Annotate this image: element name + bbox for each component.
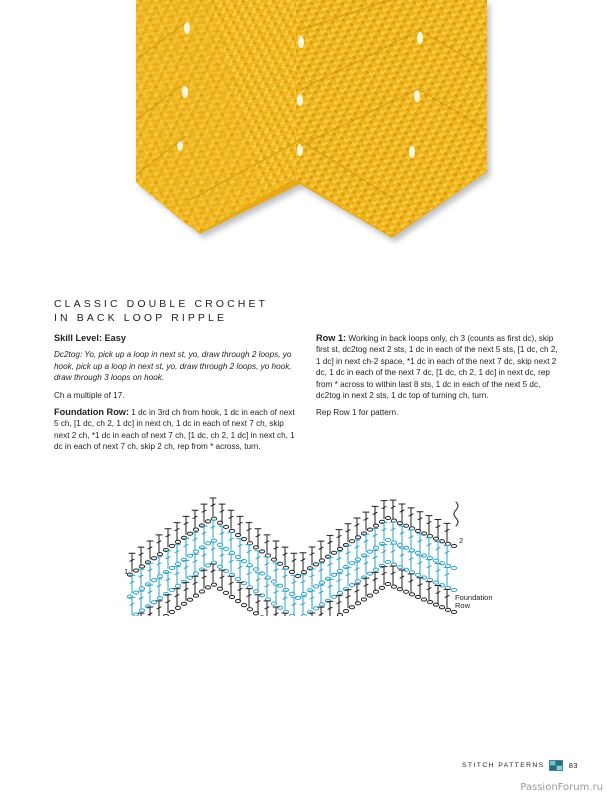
- dc-stitch-symbol: [309, 547, 315, 565]
- chain-symbol: [271, 602, 276, 605]
- dc-stitch-symbol: [417, 556, 423, 574]
- dc-stitch-symbol: [246, 589, 252, 607]
- dc-stitch-symbol: [408, 574, 414, 592]
- dc-stitch-symbol: [327, 557, 333, 575]
- chain-symbol: [139, 565, 144, 568]
- dc-stitch-symbol: [435, 586, 441, 604]
- chain-symbol: [319, 559, 324, 562]
- chain-symbol: [319, 581, 324, 584]
- chain-symbol: [223, 591, 228, 594]
- dc-stitch-symbol: [444, 589, 450, 607]
- dc-stitch-symbol: [426, 538, 432, 556]
- dc-stitch-symbol: [417, 534, 423, 552]
- dc-stitch-symbol: [363, 512, 369, 530]
- dc-stitch-symbol: [336, 596, 342, 614]
- dc-stitch-symbol: [372, 572, 378, 590]
- chain-symbol: [217, 521, 222, 524]
- chain-symbol: [361, 598, 366, 601]
- foundation-chart-label-line-2: Row: [455, 601, 471, 610]
- dc-stitch-symbol: [165, 551, 171, 569]
- chain-symbol: [451, 588, 456, 591]
- chain-symbol: [427, 600, 432, 603]
- dc-stitch-symbol: [129, 575, 135, 593]
- row-1-instructions: [316, 333, 562, 401]
- dc-stitch-symbol: [444, 523, 450, 541]
- chain-symbol: [199, 590, 204, 593]
- dc-stitch-symbol: [345, 524, 351, 542]
- chain-symbol: [157, 575, 162, 578]
- chain-symbol: [187, 598, 192, 601]
- dc-stitch-symbol: [228, 554, 234, 572]
- chain-symbol: [175, 540, 180, 543]
- stitch-patterns-logo-icon: [549, 760, 563, 771]
- dc-stitch-symbol: [417, 578, 423, 596]
- chain-symbol: [337, 591, 342, 594]
- chain-symbol: [451, 566, 456, 569]
- dc-stitch-symbol: [390, 544, 396, 562]
- dc-stitch-symbol: [318, 541, 324, 559]
- dc-stitch-symbol: [417, 512, 423, 530]
- dc-stitch-symbol: [309, 613, 315, 616]
- dc-stitch-symbol: [435, 520, 441, 538]
- dc-stitch-symbol: [219, 526, 225, 544]
- dc-stitch-symbol: [291, 597, 297, 615]
- dc-stitch-symbol: [318, 585, 324, 603]
- dc-stitch-symbol: [183, 538, 189, 556]
- dc-stitch-symbol: [210, 520, 216, 538]
- dc-stitch-symbol: [273, 563, 279, 581]
- pattern-title-line-2: IN BACK LOOP RIPPLE: [54, 312, 228, 324]
- dc-stitch-symbol: [435, 542, 441, 560]
- chain-symbol: [289, 614, 294, 616]
- dc-stitch-symbol: [282, 547, 288, 565]
- dc-stitch-symbol: [210, 564, 216, 582]
- chain-symbol: [241, 604, 246, 607]
- chain-symbol: [433, 559, 438, 562]
- chain-symbol: [385, 560, 390, 563]
- row-2-label: 2: [459, 536, 464, 545]
- watermark: PassionForum.ru: [520, 782, 603, 793]
- foundation-row-text: 1 dc in 3rd ch from hook, 1 dc in each of next 5 ch, [1 dc, ch 2, 1 dc] in next ch, 1 dc in each of next 7 ch, skip next 2 ch, *1 dc in each of next 7 ch, [1 dc, ch 2, 1 dc] in next ch, 1 dc in each of next 7 ch, skip 2 ch, rep from * across, turn.: [54, 408, 295, 452]
- dc-stitch-symbol: [156, 579, 162, 597]
- chain-symbol: [433, 603, 438, 606]
- chain-symbol: [271, 558, 276, 561]
- chain-symbol: [343, 609, 348, 612]
- dc-stitch-symbol: [372, 506, 378, 524]
- dc-stitch-symbol: [426, 560, 432, 578]
- pattern-title: [54, 297, 314, 325]
- dc-stitch-symbol: [237, 538, 243, 556]
- dc2tog-definition: Dc2tog: Yo, pick up a loop in next st, yo, draw through 2 loops, yo hook, pick up a loop in next st, yo, draw through 2 loops, yo hook, draw through 3 loops on hook.: [54, 350, 292, 383]
- dc-stitch-symbol: [309, 591, 315, 609]
- dc-stitch-symbol: [336, 530, 342, 548]
- dc-stitch-symbol: [201, 504, 207, 522]
- foundation-row-chart-label: [455, 594, 493, 610]
- dc-stitch-symbol: [408, 552, 414, 570]
- dc-stitch-symbol: [174, 567, 180, 585]
- dc-stitch-symbol: [138, 591, 144, 609]
- chain-symbol: [169, 610, 174, 613]
- chain-symbol: [253, 568, 258, 571]
- instructions-right-column: [316, 333, 562, 425]
- dc-stitch-symbol: [408, 530, 414, 548]
- dc-stitch-symbol: [354, 518, 360, 536]
- dc-stitch-symbol: [246, 523, 252, 541]
- dc-stitch-symbol: [300, 553, 306, 571]
- dc-stitch-symbol: [300, 597, 306, 615]
- dc-stitch-symbol: [183, 516, 189, 534]
- dc-stitch-symbol: [372, 550, 378, 568]
- foundation-row-instructions: [54, 407, 296, 453]
- dc-stitch-symbol: [399, 526, 405, 544]
- footer-section-title: STITCH PATTERNS: [462, 762, 545, 769]
- chain-symbol: [355, 536, 360, 539]
- dc-stitch-symbol: [300, 575, 306, 593]
- chain-symbol: [181, 602, 186, 605]
- chain-symbol: [253, 612, 258, 615]
- dc-stitch-symbol: [264, 579, 270, 597]
- chain-symbol: [337, 569, 342, 572]
- dc-stitch-symbol: [246, 545, 252, 563]
- dc-stitch-symbol: [165, 573, 171, 591]
- chain-symbol: [247, 608, 252, 611]
- chain-symbol: [211, 583, 216, 586]
- dc-stitch-symbol: [399, 548, 405, 566]
- dc-stitch-symbol: [156, 535, 162, 553]
- dc-stitch-symbol: [147, 541, 153, 559]
- dc-stitch-symbol: [165, 595, 171, 613]
- dc-stitch-symbol: [399, 570, 405, 588]
- chain-symbol: [289, 592, 294, 595]
- dc-stitch-symbol: [372, 528, 378, 546]
- chain-symbol: [355, 580, 360, 583]
- chain-symbol: [415, 595, 420, 598]
- dc-stitch-symbol: [291, 553, 297, 571]
- chain-symbol: [235, 555, 240, 558]
- dc-stitch-symbol: [336, 574, 342, 592]
- chain-symbol: [391, 585, 396, 588]
- chain-symbol: [235, 577, 240, 580]
- swatch-photo: [0, 0, 607, 285]
- dc-stitch-symbol: [228, 576, 234, 594]
- dc-stitch-symbol: [336, 552, 342, 570]
- chain-symbol: [373, 546, 378, 549]
- dc-stitch-symbol: [408, 508, 414, 526]
- dc-stitch-symbol: [147, 585, 153, 603]
- dc-stitch-symbol: [237, 560, 243, 578]
- dc-stitch-symbol: [381, 501, 387, 519]
- dc-stitch-symbol: [354, 540, 360, 558]
- chain-symbol: [451, 610, 456, 613]
- row-1-text: Working in back loops only, ch 3 (counts as first dc), skip first st, dc2tog next 2 sts, 1 dc in each of the next 5 sts, [1 dc, ch 2, 1 dc] in next ch-2 space, *1 dc in each of the next 7 dc, skip next 2 dc, 1 dc in each of the next 7 dc, [1 dc, ch 2, 1 dc] in next dc, rep from * across to within last 8 sts, 1 dc in each of the next 5 dc, dc2tog in next 2 sts, 1 dc top of turning ch, turn.: [316, 334, 558, 401]
- chain-symbol: [415, 529, 420, 532]
- chain-symbol: [397, 566, 402, 569]
- dc-stitch-symbol: [282, 591, 288, 609]
- chain-symbol: [163, 614, 168, 616]
- chain-symbol: [235, 599, 240, 602]
- dc-stitch-symbol: [273, 585, 279, 603]
- dc-stitch-symbol: [156, 557, 162, 575]
- dc-stitch-symbol: [282, 613, 288, 616]
- dc-stitch-symbol: [327, 535, 333, 553]
- dc-stitch-symbol: [381, 545, 387, 563]
- dc-stitch-symbol: [381, 523, 387, 541]
- chain-symbol: [385, 516, 390, 519]
- repeat-instructions: Rep Row 1 for pattern.: [316, 408, 399, 418]
- dc-stitch-symbol: [345, 590, 351, 608]
- dc-stitch-symbol: [354, 584, 360, 602]
- dc-stitch-symbol: [444, 545, 450, 563]
- chain-symbol: [193, 572, 198, 575]
- chain-symbol: [301, 571, 306, 574]
- chain-symbol: [397, 522, 402, 525]
- chain-symbol: [253, 546, 258, 549]
- dc-stitch-symbol: [147, 563, 153, 581]
- chain-symbol: [379, 586, 384, 589]
- chain-symbol: [409, 593, 414, 596]
- dc-stitch-symbol: [246, 567, 252, 585]
- chain-symbol: [433, 581, 438, 584]
- chain-symbol: [403, 590, 408, 593]
- chain-symbol: [229, 595, 234, 598]
- dc-stitch-symbol: [282, 569, 288, 587]
- dc-stitch-symbol: [192, 554, 198, 572]
- dc-stitch-symbol: [399, 504, 405, 522]
- chain-symbol: [139, 587, 144, 590]
- dc-stitch-symbol: [426, 582, 432, 600]
- dc-stitch-symbol: [219, 548, 225, 566]
- dc-stitch-symbol: [345, 568, 351, 586]
- chain-symbol: [157, 597, 162, 600]
- chain-symbol: [301, 615, 306, 616]
- chain-symbol: [205, 586, 210, 589]
- dc-stitch-symbol: [138, 547, 144, 565]
- chain-symbol: [373, 590, 378, 593]
- dc-stitch-symbol: [390, 500, 396, 518]
- chain-symbol: [289, 570, 294, 573]
- dc-stitch-symbol: [273, 541, 279, 559]
- foundation-row-label: Foundation Row:: [54, 407, 130, 418]
- row-1-label-chart: 1: [124, 567, 129, 576]
- dc-stitch-symbol: [219, 504, 225, 522]
- chain-symbol: [355, 602, 360, 605]
- dc-stitch-symbol: [183, 560, 189, 578]
- page-footer: [462, 760, 578, 771]
- instructions-left-column: [54, 333, 296, 459]
- dc-stitch-symbol: [192, 532, 198, 550]
- chain-multiple: Ch a multiple of 17.: [54, 390, 125, 400]
- chain-symbol: [445, 608, 450, 611]
- chain-symbol: [253, 590, 258, 593]
- dc-stitch-symbol: [345, 546, 351, 564]
- dc-stitch-symbol: [255, 595, 261, 613]
- dc-stitch-symbol: [183, 582, 189, 600]
- chain-symbol: [193, 594, 198, 597]
- dc-stitch-symbol: [390, 522, 396, 540]
- dc-stitch-symbol: [444, 567, 450, 585]
- chain-symbol: [355, 558, 360, 561]
- dc-stitch-symbol: [165, 529, 171, 547]
- chain-symbol: [175, 562, 180, 565]
- dc-stitch-symbol: [264, 601, 270, 616]
- dc-stitch-symbol: [192, 576, 198, 594]
- dc-stitch-symbol: [426, 516, 432, 534]
- turning-chain-symbol: [454, 502, 458, 526]
- dc-stitch-symbol: [363, 556, 369, 574]
- chain-symbol: [415, 551, 420, 554]
- dc-stitch-symbol: [255, 529, 261, 547]
- chain-symbol: [175, 606, 180, 609]
- dc-stitch-symbol: [219, 570, 225, 588]
- dc-stitch-symbol: [354, 562, 360, 580]
- chain-symbol: [217, 565, 222, 568]
- dc-stitch-symbol: [201, 548, 207, 566]
- dc-stitch-symbol: [264, 535, 270, 553]
- chain-symbol: [337, 547, 342, 550]
- dc-stitch-symbol: [255, 551, 261, 569]
- dc-stitch-symbol: [129, 553, 135, 571]
- chain-symbol: [439, 606, 444, 609]
- dc-stitch-symbol: [327, 579, 333, 597]
- dc-stitch-symbol: [327, 601, 333, 616]
- dc-stitch-symbol: [318, 563, 324, 581]
- chain-symbol: [217, 587, 222, 590]
- dc-stitch-symbol: [174, 545, 180, 563]
- chain-symbol: [235, 533, 240, 536]
- chain-symbol: [193, 528, 198, 531]
- pattern-title-line-1: CLASSIC DOUBLE CROCHET: [54, 298, 269, 310]
- dc-stitch-symbol: [309, 569, 315, 587]
- dc-stitch-symbol: [138, 569, 144, 587]
- chain-symbol: [385, 538, 390, 541]
- dc-stitch-symbol: [129, 597, 135, 615]
- dc-stitch-symbol: [237, 582, 243, 600]
- chain-symbol: [397, 588, 402, 591]
- dc-stitch-symbol: [174, 523, 180, 541]
- chain-symbol: [157, 553, 162, 556]
- chain-symbol: [385, 582, 390, 585]
- chain-symbol: [349, 606, 354, 609]
- chain-symbol: [217, 543, 222, 546]
- chain-symbol: [367, 594, 372, 597]
- chain-symbol: [397, 544, 402, 547]
- dc-stitch-symbol: [363, 578, 369, 596]
- chain-symbol: [337, 613, 342, 616]
- chain-symbol: [421, 598, 426, 601]
- chain-symbol: [193, 550, 198, 553]
- dc-stitch-symbol: [201, 526, 207, 544]
- chain-symbol: [433, 537, 438, 540]
- chain-symbol: [175, 584, 180, 587]
- chain-symbol: [451, 544, 456, 547]
- chain-symbol: [415, 573, 420, 576]
- skill-level: Skill Level: Easy: [54, 333, 127, 343]
- foundation-chart-label-line-1: Foundation: [455, 593, 493, 602]
- chain-symbol: [373, 524, 378, 527]
- chain-symbol: [271, 580, 276, 583]
- dc-stitch-symbol: [255, 573, 261, 591]
- dc-stitch-symbol: [228, 532, 234, 550]
- chain-symbol: [301, 593, 306, 596]
- dc-stitch-symbol: [174, 589, 180, 607]
- dc-stitch-symbol: [210, 498, 216, 516]
- dc-stitch-symbol: [435, 564, 441, 582]
- dc-stitch-symbol: [363, 534, 369, 552]
- chain-symbol: [373, 568, 378, 571]
- chain-symbol: [139, 609, 144, 612]
- dc-stitch-symbol: [390, 566, 396, 584]
- row-1-label: Row 1:: [316, 333, 347, 343]
- dc-stitch-symbol: [228, 510, 234, 528]
- dc-stitch-symbol: [381, 567, 387, 585]
- page-number: 83: [568, 761, 579, 770]
- dc-stitch-symbol: [291, 575, 297, 593]
- chain-symbol: [319, 603, 324, 606]
- stitch-chart: [118, 486, 508, 616]
- dc-stitch-symbol: [210, 542, 216, 560]
- dc-stitch-symbol: [201, 570, 207, 588]
- dc-stitch-symbol: [192, 510, 198, 528]
- dc-stitch-symbol: [264, 557, 270, 575]
- dc-stitch-symbol: [237, 516, 243, 534]
